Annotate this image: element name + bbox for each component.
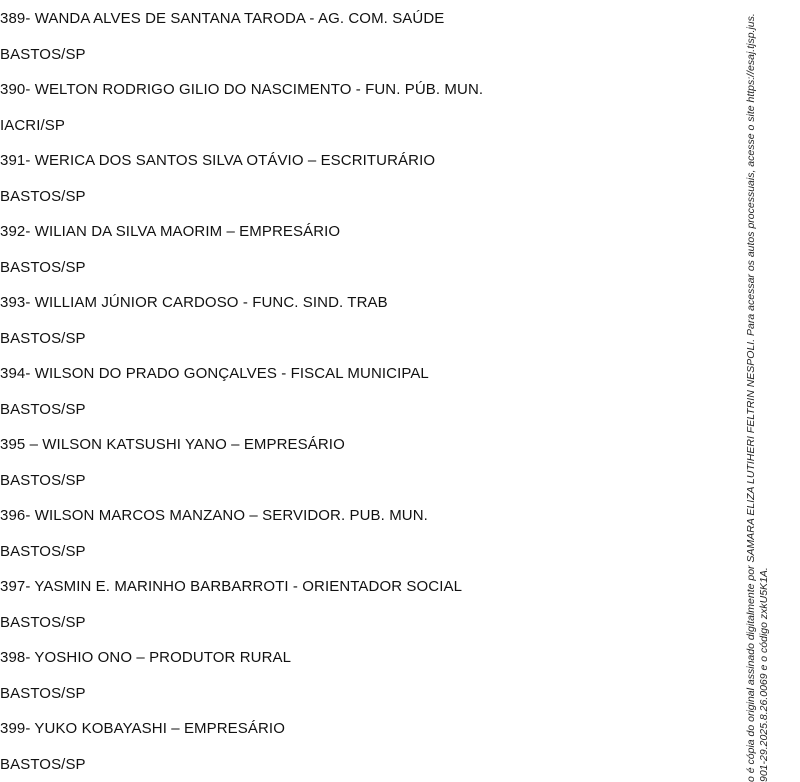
entry-name-line: 390- WELTON RODRIGO GILIO DO NASCIMENTO - FUN. PÚB. MUN. [0,81,484,98]
entry-city: BASTOS/SP [0,471,86,489]
entry-name-line: 395 – WILSON KATSUSHI YANO – EMPRESÁRIO [0,436,345,453]
entry-city: BASTOS/SP [0,329,86,347]
signature-note [745,0,771,782]
entry-city: BASTOS/SP [0,542,86,560]
signature-note-line1: o é cópia do original assinado digitalmente por SAMARA ELIZA LUTIHERI FELTRIN NESPOLI. Para acessar os autos processuais, acesse o site https://esaj.tjsp.jus. [745,13,757,782]
entry-name-line: 398- YOSHIO ONO – PRODUTOR RURAL [0,649,292,666]
entry-city: BASTOS/SP [0,613,86,631]
entry-name-line: 392- WILIAN DA SILVA MAORIM – EMPRESÁRIO [0,223,341,240]
entry-city: BASTOS/SP [0,187,86,205]
entry-name-line: 389- WANDA ALVES DE SANTANA TARODA - AG. COM. SAÚDE [0,10,445,27]
entry-city: BASTOS/SP [0,258,86,276]
signature-note-line2: 901-29.2025.8.26.0069 e o código zxkU5K1A. [758,567,770,782]
entry-name-line: 397- YASMIN E. MARINHO BARBARROTI - ORIENTADOR SOCIAL [0,578,463,595]
entry-city: BASTOS/SP [0,755,86,773]
entry-city: IACRI/SP [0,116,65,134]
entry-city: BASTOS/SP [0,684,86,702]
entry-name-line: 394- WILSON DO PRADO GONÇALVES - FISCAL MUNICIPAL [0,365,429,382]
entry-name-line: 391- WERICA DOS SANTOS SILVA OTÁVIO – ESCRITURÁRIO [0,152,436,169]
entry-name-line: 396- WILSON MARCOS MANZANO – SERVIDOR. PUB. MUN. [0,507,428,524]
entry-city: BASTOS/SP [0,400,86,418]
entry-name-line: 393- WILLIAM JÚNIOR CARDOSO - FUNC. SIND. TRAB [0,294,388,311]
digital-signature-sidebar [745,0,795,782]
entry-name-line: 399- YUKO KOBAYASHI – EMPRESÁRIO [0,720,285,737]
entry-city: BASTOS/SP [0,45,86,63]
